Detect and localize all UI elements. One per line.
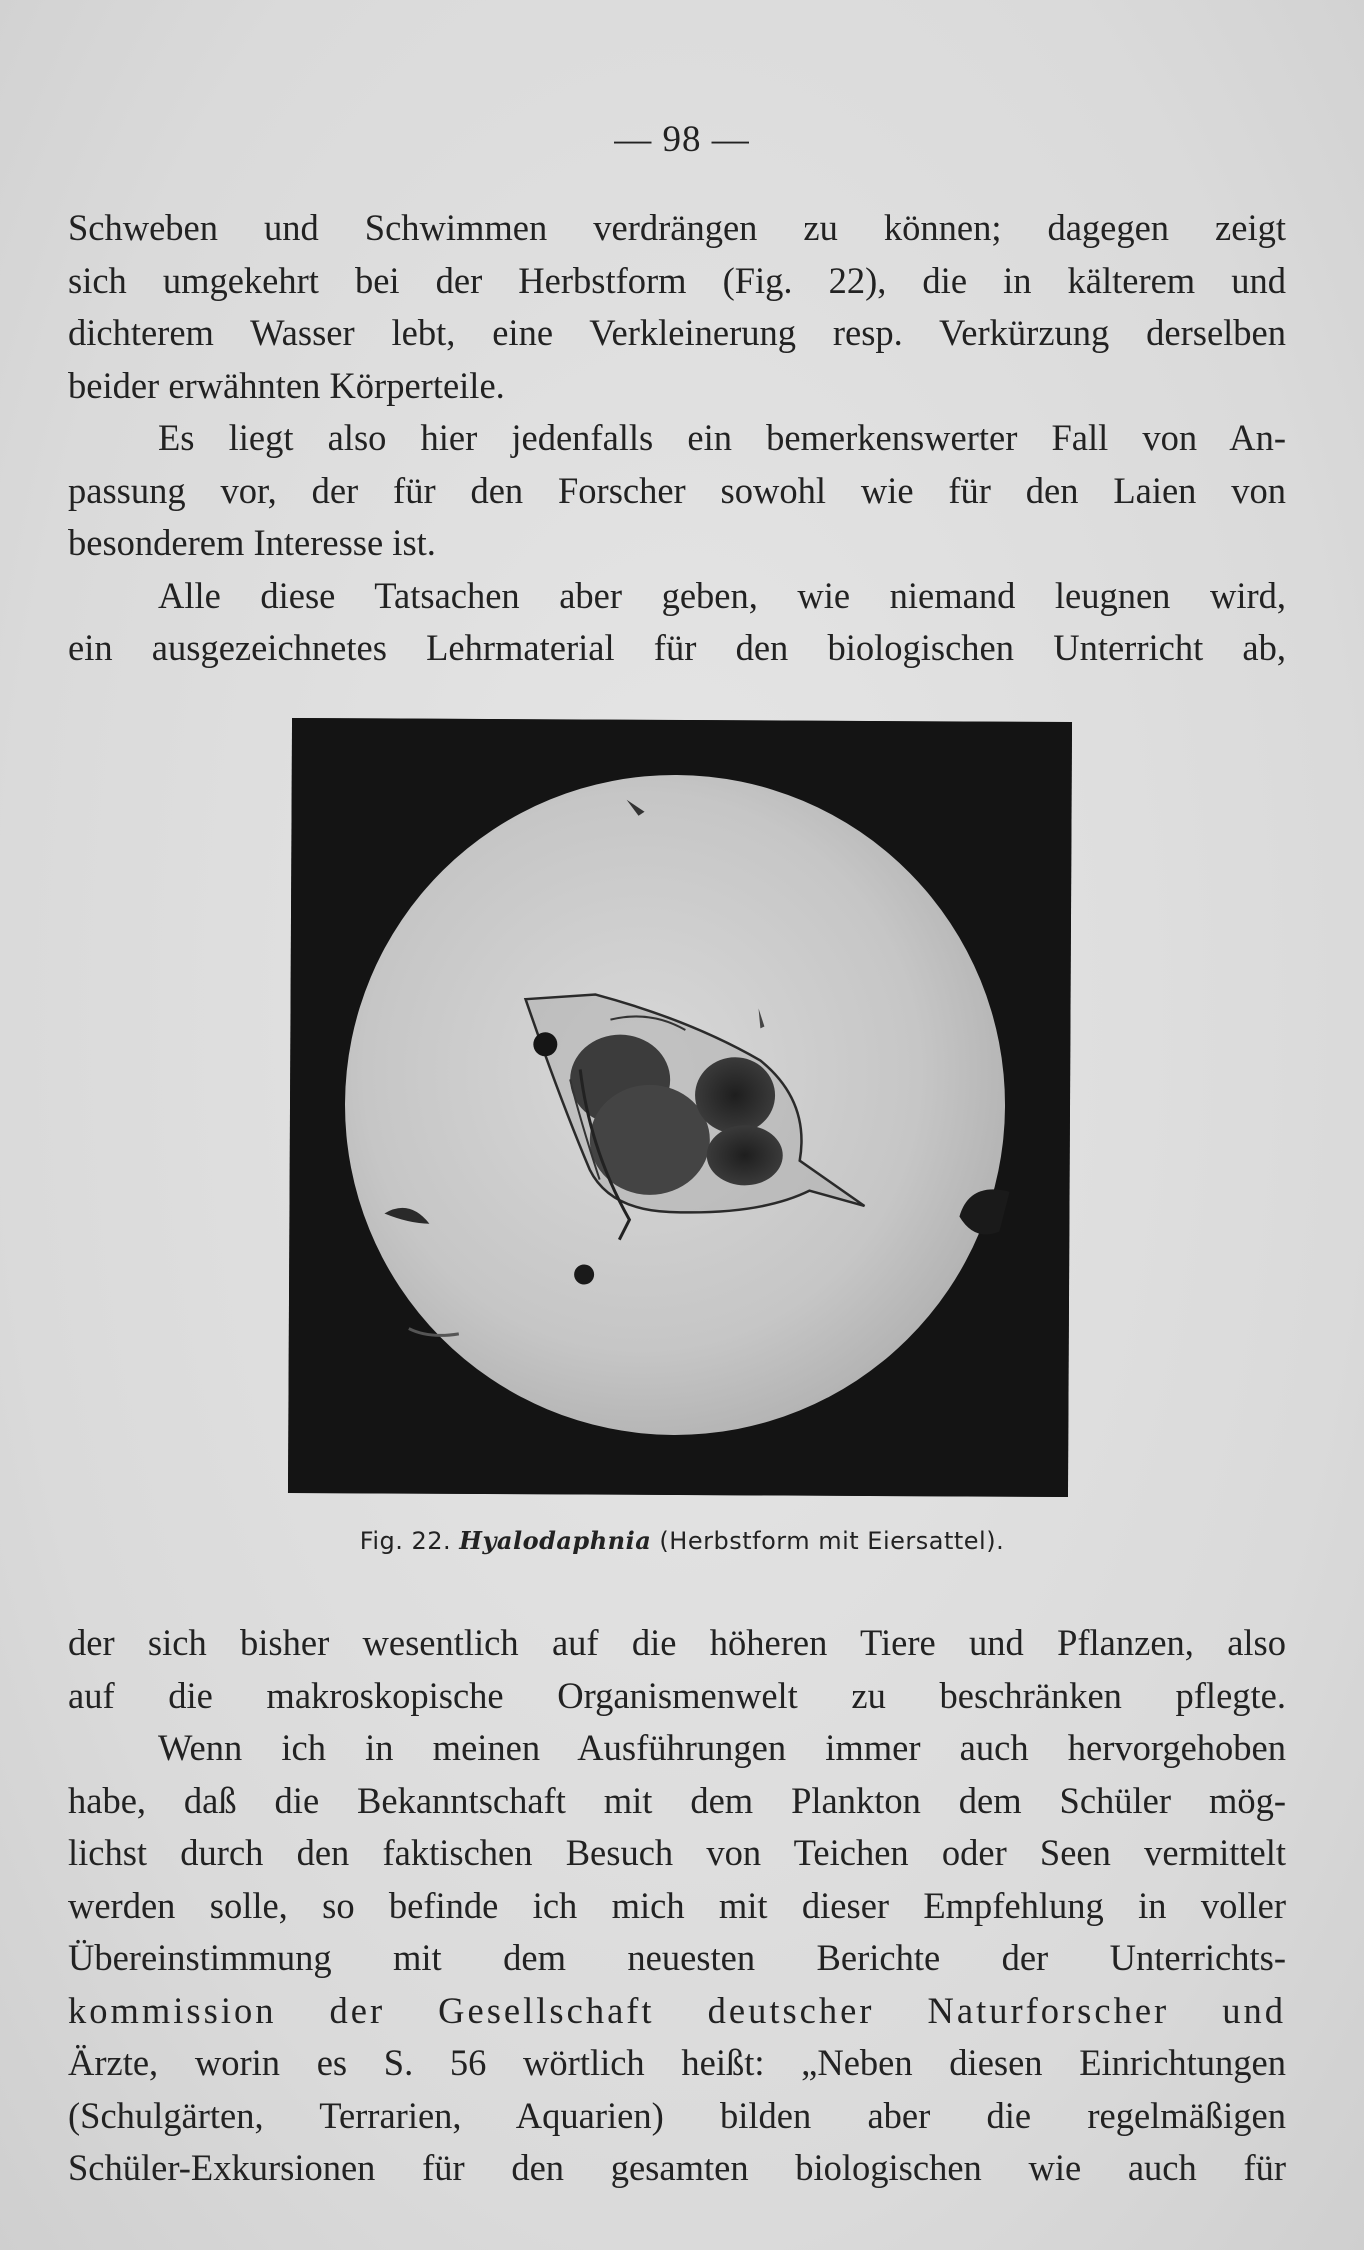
caption-description: (Herbstform mit Eiersattel). <box>659 1527 1005 1555</box>
text-line: kommission der Gesellschaft deutscher Naturforscher und <box>68 1989 1286 2031</box>
text-line: Übereinstimmung mit dem neuesten Berichte der Unterrichts- <box>68 1937 1286 1978</box>
microscope-photograph <box>288 718 1072 1497</box>
text-block-top <box>68 202 1286 675</box>
text-line: besonderem Interesse ist. <box>68 522 436 563</box>
page-number: — 98 — <box>614 119 750 160</box>
text-line: dichterem Wasser lebt, eine Verkleinerung resp. Verkürzung derselben <box>68 312 1286 353</box>
text-line: Ärzte, worin es S. 56 wörtlich heißt: „Neben diesen Einrichtungen <box>68 2042 1286 2083</box>
text-line: der sich bisher wesentlich auf die höheren Tiere und Pflanzen, also <box>68 1622 1286 1663</box>
text-line: Es liegt also hier jedenfalls ein bemerkenswerter Fall von An- <box>158 417 1286 458</box>
text-line: ein ausgezeichnetes Lehrmaterial für den biologischen Unterricht ab, <box>68 627 1286 668</box>
text-line: Schweben und Schwimmen verdrängen zu können; dagegen zeigt <box>68 207 1286 248</box>
text-line: Schüler-Exkursionen für den gesamten biologischen wie auch für <box>68 2147 1286 2188</box>
caption-figure-number: Fig. 22. <box>359 1527 452 1555</box>
text-line: lichst durch den faktischen Besuch von Teichen oder Seen vermittelt <box>68 1832 1286 1873</box>
text-line: auf die makroskopische Organismenwelt zu beschränken pflegte. <box>68 1674 1286 1716</box>
figure-caption <box>0 1526 1364 1555</box>
hyalodaphnia-micrograph <box>288 718 1072 1497</box>
text-line: (Schulgärten, Terrarien, Aquarien) bilden aber die regelmäßigen <box>68 2094 1286 2136</box>
text-line: passung vor, der für den Forscher sowohl wie für den Laien von <box>68 469 1286 511</box>
text-line: werden solle, so befinde ich mich mit dieser Empfehlung in voller <box>68 1884 1286 1926</box>
text-line: habe, daß die Bekanntschaft mit dem Plankton dem Schüler mög- <box>68 1779 1286 1821</box>
text-line: Wenn ich in meinen Ausführungen immer auch hervorgehoben <box>158 1727 1286 1768</box>
caption-species-name: Hyalodaphnia <box>459 1526 652 1555</box>
text-line: sich umgekehrt bei der Herbstform (Fig. 22), die in kälterem und <box>68 259 1286 301</box>
text-block-bottom <box>68 1617 1286 2195</box>
text-line: beider erwähnten Körperteile. <box>68 364 505 406</box>
text-line: Alle diese Tatsachen aber geben, wie niemand leugnen wird, <box>158 574 1286 616</box>
